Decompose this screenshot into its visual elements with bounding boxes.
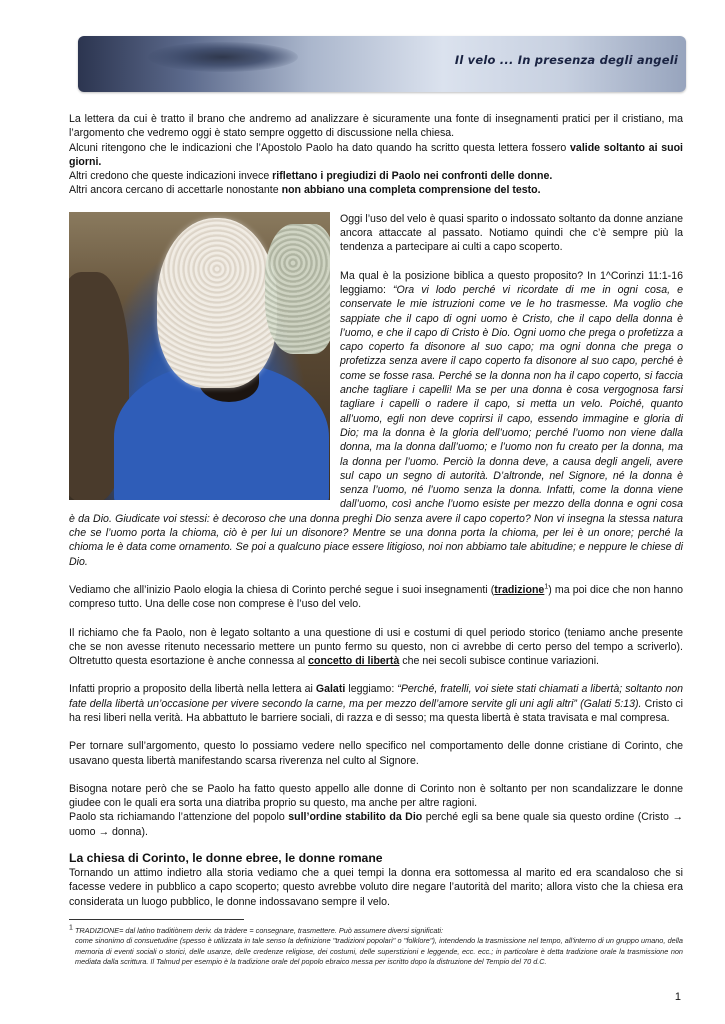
- footnote-divider: [69, 919, 244, 920]
- footnote-text: TRADIZIONE= dal latino traditiònem deriv. da tràdere = consegnare, trasmettere. Può assumere diversi significati:: [74, 926, 444, 935]
- tradizione-term: tradizione: [494, 583, 545, 596]
- tornare-paragraph: Per tornare sull’argomento, questo lo possiamo vedere nello specifico nel comportamento delle donne cristiane di Corinto, che usavano questa libertà manifestando scarsa riverenza nel culto al Signore.: [69, 740, 683, 767]
- veil-paragraph: Oggi l’uso del velo è quasi sparito o indossato soltanto da donne anziane ancora attaccate al passato. Notiamo quindi che c’è sempre più la tendenza a partecipare ai culti a capo scoperto.: [340, 212, 683, 254]
- intro-line: Alcuni ritengono che le indicazioni che l’Apostolo Paolo ha dato quando ha scritto questa lettera fossero: [69, 141, 571, 154]
- text-span: leggiamo:: [345, 683, 398, 696]
- document-body: [69, 112, 683, 909]
- intro-line: La lettera da cui è tratto il brano che andremo ad analizzare è sicuramente una fonte di insegnamenti pratici per il cristiano, ma l’argomento che vedremo oggi è stato sempre oggetto di discussione nella chiesa.: [69, 113, 683, 140]
- galati-quote: “Perché, fratelli, voi siete stati chiamati a libertà; soltanto non fate della libertà un’occasione per vivere secondo la carne, ma per mezzo dell’amore servite gli uni agli altri” (Galati 5:13).: [69, 683, 683, 710]
- galati-term: Galati: [315, 683, 346, 696]
- text-span: Vediamo che all’inizio Paolo elogia la chiesa di Corinto perché segue i suoi insegnamenti (: [69, 583, 495, 596]
- intro-line: Altri ancora cercano di accettarle nonostante: [69, 184, 282, 197]
- liberta-term: concetto di libertà: [308, 655, 400, 668]
- notare-paragraph: Bisogna notare però che se Paolo ha fatto questo appello alle donne di Corinto non è soltanto per non scandalizzare le donne giudee con le quali era sorta una diatriba proprio su questo, ma anche per altre ragioni.: [69, 782, 683, 810]
- footnote-ref[interactable]: 1: [544, 583, 549, 591]
- veiled-woman-photo: [69, 212, 330, 500]
- richiamo-paragraph: [69, 626, 683, 669]
- text-span: Cristo ci ha resi liberi nella verità. Ha abbattuto le barriere sociali, di razza e di sesso; ma questa libertà è stata travisata e mal compresa.: [69, 697, 683, 724]
- intro-emphasis: riflettano i pregiudizi di Paolo nei confronti delle donne.: [272, 170, 553, 183]
- footnote-text: come sinonimo di consuetudine (spesso è utilizzata in tale senso la definizione "tradizioni popolari" o "folklore"), intendendo la trasmissione nel tempo, all'interno di un gruppo umano, della memoria di eventi sociali o storici, delle usanze, delle credenze religiose, dei costumi, delle superstizioni e leggende, ecc. ecc.; in particolare è detta tradizione orale la trasmissione non mediata dalla scrittura. Il Talmud per esempio è la tradizione orale del popolo ebraico messa per iscritto dopo la distruzione del Tempio del 70 d.C.: [75, 936, 683, 966]
- intro-paragraph: [69, 112, 683, 198]
- tradizione-paragraph: [69, 583, 683, 612]
- intro-line: Altri credono che queste indicazioni invece: [69, 170, 273, 183]
- galati-paragraph: [69, 682, 683, 725]
- intro-emphasis: valide soltanto ai suoi giorni.: [69, 141, 683, 168]
- ordine-term: sull’ordine stabilito da Dio: [288, 811, 423, 824]
- bible-lead: Ma qual è la posizione biblica a questo proposito? In 1^Corinzi 11:1-16 leggiamo:: [340, 269, 683, 296]
- section-heading: La chiesa di Corinto, le donne ebree, le donne romane: [69, 851, 383, 866]
- bible-quote: “Ora vi lodo perché vi ricordate di me in ogni cosa, e conservate le mie istruzioni come ve le ho trasmesse. Ma voglio che sappiate che il capo di ogni uomo è Cristo, che il capo della donna è l’uomo, e che il capo di Cristo è Dio. Ogni uomo che prega o profetizza a capo coperto fa disonore al suo capo; ma ogni donna che prega o profetizza senza avere il capo coperto fa disonore al suo capo, perché è come se fosse rasa. Perché se la donna non ha il capo coperto, si faccia anche tagliare i capelli! Ma se per una donna è cosa vergognosa farsi tagliare i capelli o radere il capo, si metta un velo. Poiché, quanto all’uomo, egli non deve coprirsi il capo, essendo immagine e gloria di Dio; ma la donna è la gloria dell’uomo; perché l’uomo non viene dalla donna, ma la donna dall’uomo; e l’uomo non fu creato per la donna, ma la donna per l’uomo. Perciò la donna deve, a causa degli angeli, avere sul capo un segno di autorità. D’altronde, nel Signore, né la donna è senza l’uomo, né l’uomo senza la donna. Infatti, come la donna viene dall’uomo, così anche l’uomo esiste per mezzo della donna e ogni cosa è da Dio. Giudicate voi stessi: è decoroso che una donna preghi Dio senza avere il capo coperto? Non vi insegna la stessa natura che se l’uomo porta la chioma, ciò è per lui un disonore? Mentre se una donna porta la chioma, per lei è un onore; perché la chioma le è data come ornamento. Se poi a qualcuno piace essere litigioso, noi non abbiamo tale abitudine; e neppure le chiese di Dio.: [69, 283, 683, 568]
- text-span: Il richiamo che fa Paolo, non è legato soltanto a una questione di usi e costumi di quel periodo storico (teniamo anche presente che se non avesse ritenuto necessario mettere un punto fermo su questo, non ci avrebbe di certo perso del tempo a scriverlo). Oltretutto questa esortazione è anche connessa al: [69, 626, 683, 668]
- footnote: [69, 926, 683, 967]
- page-number: 1: [674, 991, 681, 1003]
- text-span: Paolo sta richiamando l’attenzione del popolo: [69, 811, 289, 824]
- section-paragraph: Tornando un attimo indietro alla storia vediamo che a quei tempi la donna era sottomessa al marito ed era scandaloso che si facesse vedere in pubblico a capo scoperto; questo avrebbe voluto dire negare l’autorità del marito; allora visto che la chiesa era considerata un luogo pubblico, le donne indossavano sempre il velo.: [69, 867, 683, 908]
- ordine-paragraph: [69, 810, 683, 839]
- header-banner: [78, 36, 686, 92]
- text-span: che nei secoli subisce continue variazioni.: [399, 655, 599, 668]
- text-span: perché egli sa bene quale sia questo ordine (Cristo → uomo → donna).: [69, 811, 684, 838]
- intro-emphasis: non abbiano una completa comprensione del testo.: [281, 184, 541, 197]
- text-span: Infatti proprio a proposito della libertà nella lettera ai: [69, 683, 316, 696]
- header-title: Il velo ... In presenza degli angeli: [454, 53, 678, 67]
- banner-image: [148, 42, 298, 72]
- text-span: ) ma poi dice che non hanno compreso tutto. Una delle cose non comprese è l’uso del velo.: [69, 583, 683, 611]
- footnote-number: 1: [69, 924, 73, 932]
